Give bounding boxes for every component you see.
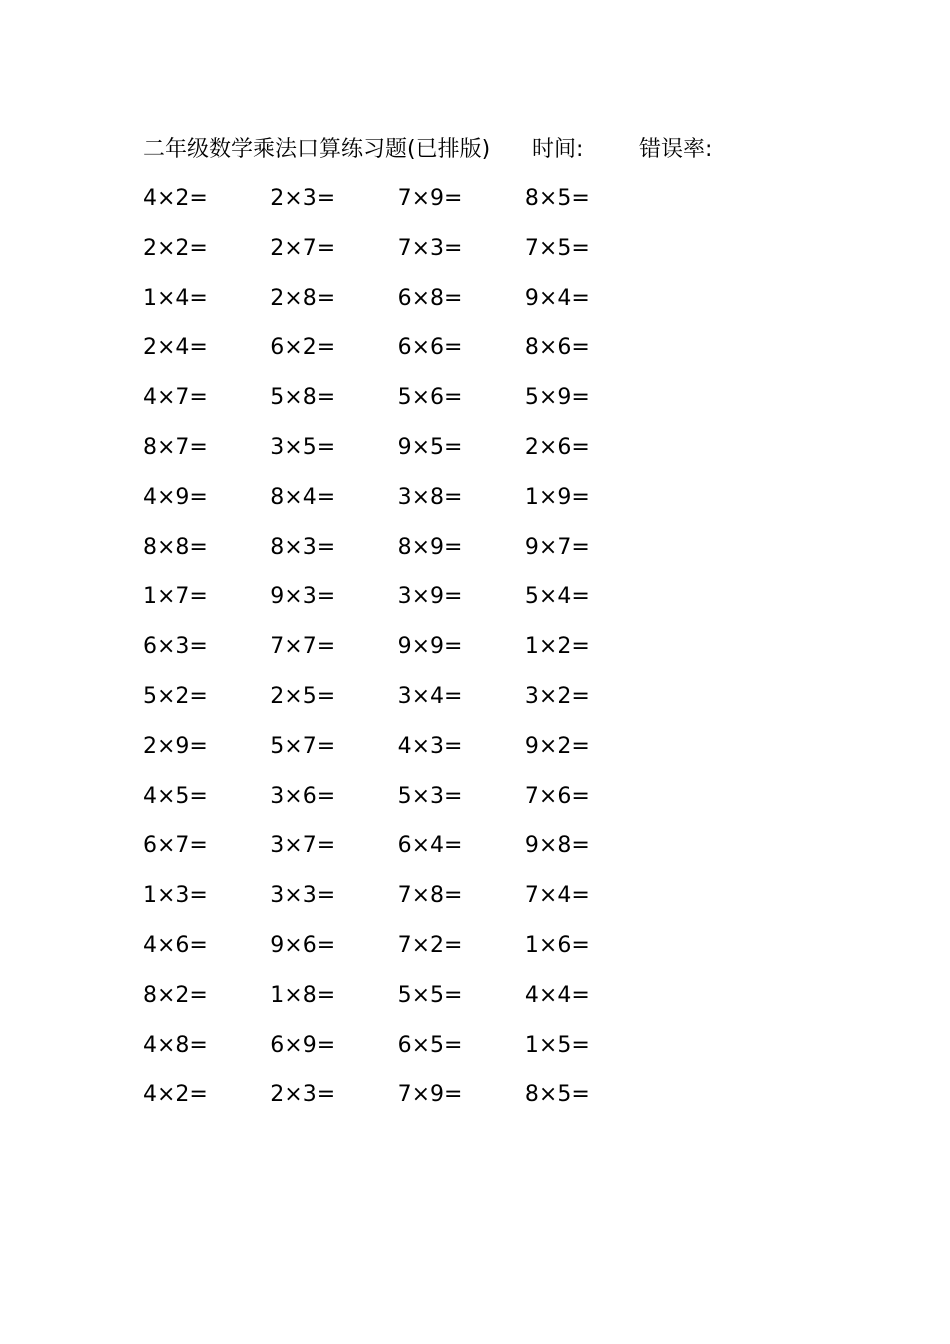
problem-item: 1×3=	[143, 883, 208, 909]
problem-item: 6×3=	[143, 634, 208, 660]
problem-item: 1×4=	[143, 285, 208, 311]
problem-item: 3×5=	[270, 434, 336, 460]
problem-item: 6×4=	[397, 833, 463, 859]
problem-row	[143, 930, 652, 980]
problem-item: 8×7=	[143, 434, 208, 460]
problem-item: 4×2=	[143, 1082, 208, 1108]
problem-item: 4×2=	[143, 186, 208, 211]
problem-item: 4×3=	[397, 733, 463, 759]
problem-item: 3×8=	[397, 484, 463, 510]
problem-row	[143, 631, 652, 681]
problem-row	[143, 731, 652, 781]
problem-item: 3×3=	[270, 883, 336, 909]
problem-item: 9×6=	[270, 932, 336, 958]
problem-item: 5×7=	[270, 733, 336, 759]
problem-item: 5×4=	[524, 584, 590, 610]
problem-item: 3×7=	[270, 833, 336, 859]
problem-item: 8×4=	[270, 484, 336, 510]
problem-item: 1×6=	[524, 932, 590, 958]
problem-item: 6×8=	[397, 285, 463, 311]
problem-item: 7×8=	[397, 883, 463, 909]
problem-item: 9×3=	[270, 584, 336, 610]
problem-item: 9×9=	[397, 634, 463, 660]
problem-row	[143, 233, 652, 283]
problem-item: 9×7=	[524, 534, 590, 560]
problem-item: 5×6=	[397, 385, 463, 411]
problem-item: 6×9=	[270, 1032, 336, 1058]
problem-row	[143, 1079, 652, 1129]
problem-item: 1×9=	[524, 484, 590, 510]
problem-item: 5×9=	[524, 385, 590, 411]
problem-row	[143, 332, 652, 382]
problem-item: 6×7=	[143, 833, 208, 859]
problem-item: 2×7=	[270, 235, 336, 261]
problem-row	[143, 681, 652, 731]
problem-item: 2×8=	[270, 285, 336, 311]
problem-item: 7×9=	[397, 186, 463, 211]
problem-item: 1×5=	[524, 1032, 590, 1058]
problem-item: 7×4=	[524, 883, 590, 909]
problem-item: 4×8=	[143, 1032, 208, 1058]
problem-item: 3×9=	[397, 584, 463, 610]
problem-item: 2×4=	[143, 335, 208, 361]
problem-item: 5×5=	[397, 982, 463, 1008]
problem-item: 8×8=	[143, 534, 208, 560]
problem-item: 2×2=	[143, 235, 208, 261]
problem-item: 9×4=	[524, 285, 590, 311]
problem-item: 1×2=	[524, 634, 590, 660]
problem-item: 8×5=	[524, 1082, 590, 1108]
problem-item: 4×7=	[143, 385, 208, 411]
problem-row	[143, 1030, 652, 1080]
worksheet-title: 二年级数学乘法口算练习题(已排版)	[143, 137, 491, 162]
problem-item: 4×5=	[143, 783, 208, 809]
problem-item: 6×5=	[397, 1032, 463, 1058]
problem-row	[143, 781, 652, 831]
problem-row	[143, 432, 652, 482]
problem-item: 2×3=	[270, 1082, 336, 1108]
problem-row	[143, 283, 652, 333]
problem-item: 2×3=	[270, 186, 336, 211]
problem-item: 9×2=	[524, 733, 590, 759]
problem-item: 3×2=	[524, 683, 590, 709]
problem-item: 7×5=	[524, 235, 590, 261]
problem-item: 4×6=	[143, 932, 208, 958]
problem-item: 5×3=	[397, 783, 463, 809]
problem-row	[143, 581, 652, 631]
problem-item: 7×6=	[524, 783, 590, 809]
problem-item: 2×5=	[270, 683, 336, 709]
problem-item: 6×2=	[270, 335, 336, 361]
problem-item: 8×2=	[143, 982, 208, 1008]
problem-item: 7×7=	[270, 634, 336, 660]
problem-row	[143, 830, 652, 880]
problem-row	[143, 980, 652, 1030]
problem-item: 8×3=	[270, 534, 336, 560]
worksheet-header	[143, 134, 843, 166]
problem-item: 7×9=	[397, 1082, 463, 1108]
problem-item: 6×6=	[397, 335, 463, 361]
problem-item: 8×6=	[524, 335, 590, 361]
problem-item: 3×4=	[397, 683, 463, 709]
problem-item: 2×6=	[524, 434, 590, 460]
problem-item: 5×2=	[143, 683, 208, 709]
problem-item: 8×5=	[524, 186, 590, 211]
problem-row	[143, 382, 652, 432]
problem-item: 1×7=	[143, 584, 208, 610]
problem-row	[143, 880, 652, 930]
problem-item: 3×6=	[270, 783, 336, 809]
error-rate-label: 错误率:	[639, 137, 713, 162]
problem-item: 9×5=	[397, 434, 463, 460]
problem-item: 7×2=	[397, 932, 463, 958]
problem-item: 9×8=	[524, 833, 590, 859]
problem-item: 7×3=	[397, 235, 463, 261]
problem-row	[143, 482, 652, 532]
problem-row	[143, 183, 652, 233]
problem-item: 8×9=	[397, 534, 463, 560]
problem-row	[143, 532, 652, 582]
problem-item: 2×9=	[143, 733, 208, 759]
problem-item: 4×9=	[143, 484, 208, 510]
time-label: 时间:	[532, 137, 584, 162]
problem-grid	[143, 183, 652, 1129]
problem-item: 4×4=	[524, 982, 590, 1008]
problem-item: 1×8=	[270, 982, 336, 1008]
problem-item: 5×8=	[270, 385, 336, 411]
